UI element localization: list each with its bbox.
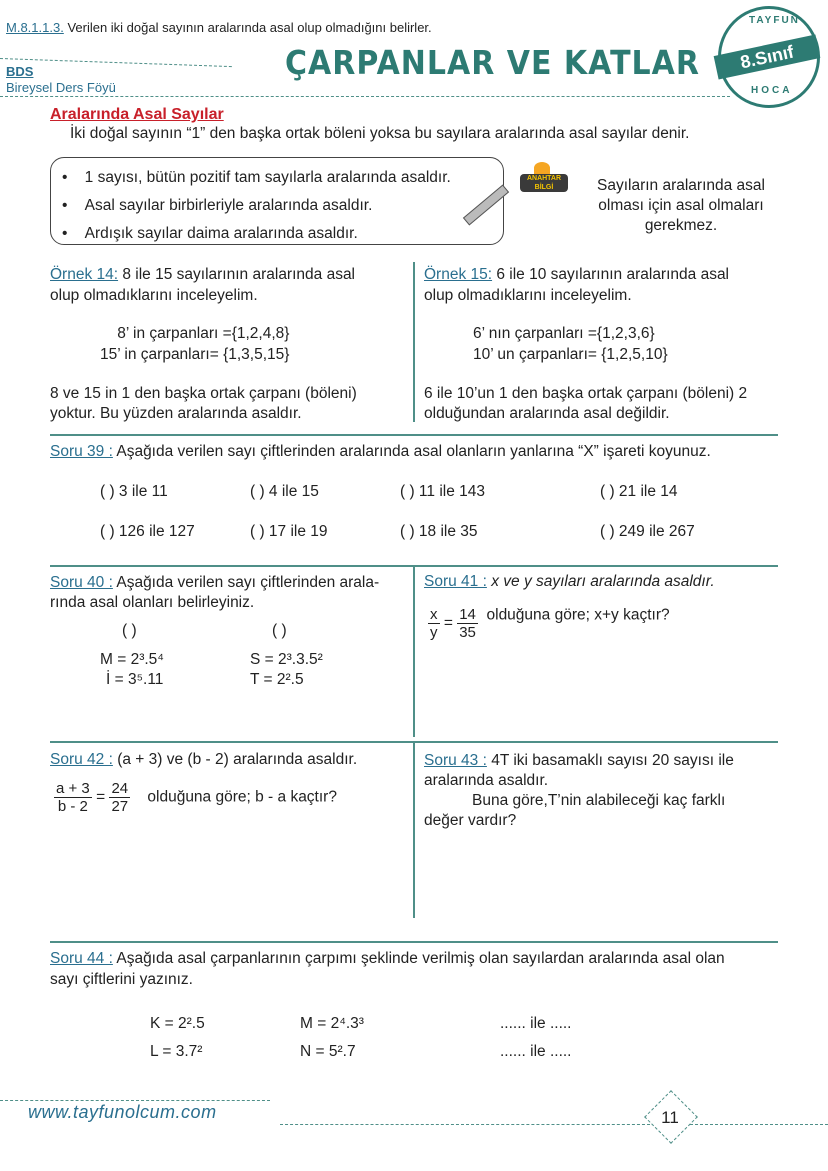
question-42: Soru 42 : (a + 3) ve (b - 2) aralarında asaldır.	[50, 751, 358, 768]
question-43: Soru 43 : 4T iki basamaklı sayısı 20 sayısı ile aralarında asaldır. Buna göre,T’nin alabileceği kaç farklı değer vardır?	[424, 752, 734, 829]
bullet-item: • Ardışık sayılar daima aralarında asaldır.	[62, 225, 358, 242]
divider	[413, 743, 415, 918]
example-15-conclusion: 6 ile 10’un 1 den başka ortak çarpanı (böleni) 2 olduğundan aralarında asal değildir.	[424, 385, 748, 422]
number-m-n: M = 2⁴.3³ N = 5².7	[300, 1015, 364, 1060]
divider	[50, 941, 778, 943]
answer-item[interactable]: ( ) 249 ile 267	[600, 523, 695, 540]
badge-grade: 8.Sınıf	[714, 34, 821, 79]
answer-blanks[interactable]: ...... ile ..... ...... ile .....	[500, 1015, 572, 1060]
question-39: Soru 39 : Aşağıda verilen sayı çiftlerinden aralarında asal olanların yanlarına “X” işareti koyunuz.	[50, 443, 711, 460]
bullet-list	[62, 164, 451, 248]
objective-code: M.8.1.1.3.	[6, 20, 64, 35]
example-15: Örnek 15: 6 ile 10 sayılarının aralarında asal olup olmadıklarını inceleyelim.	[424, 266, 730, 304]
page-number: 11	[661, 1108, 679, 1127]
answer-item[interactable]: ( ) 18 ile 35	[400, 523, 478, 540]
divider	[690, 1124, 828, 1125]
example-14-conclusion: 8 ve 15 in 1 den başka ortak çarpanı (böleni) yoktur. Bu yüzden aralarında asaldır.	[50, 385, 357, 422]
divider	[0, 1100, 270, 1101]
answer-item[interactable]: ( ) 4 ile 15	[250, 483, 319, 500]
number-k-l: K = 2².5 L = 3.7²	[150, 1015, 205, 1060]
bds-label: BDS	[6, 64, 34, 79]
bullet-item: • Asal sayılar birbirleriyle aralarında asaldır.	[62, 197, 373, 214]
divider	[0, 96, 730, 97]
question-41-equation: $\frac{x}{y}$ = $\frac{14}{35}$ olduğuna göre; x+y kaçtır?	[430, 606, 670, 641]
divider	[280, 1124, 650, 1125]
divider	[0, 58, 232, 67]
answer-item[interactable]: ( ) 3 ile 11	[100, 483, 168, 500]
badge-bottom: HOCA	[751, 85, 793, 96]
divider	[413, 567, 415, 737]
objective	[6, 20, 432, 35]
bullet-item: • 1 sayısı, bütün pozitif tam sayılarla aralarında asaldır.	[62, 169, 451, 186]
badge-top: TAYFUN	[749, 15, 800, 26]
key-info-icon: ANAHTAR BİLGİ	[516, 162, 572, 206]
question-42-equation: $\frac{a + 3}{b - 2}$ = $\frac{24}{27}$ olduğuna göre; b - a kaçtır?	[56, 780, 337, 815]
page-title: ÇARPANLAR VE KATLAR	[285, 44, 700, 83]
definition: İki doğal sayının “1” den başka ortak böleni yoksa bu sayılara aralarında asal sayılar denir.	[70, 125, 690, 142]
subtitle: Bireysel Ders Föyü	[6, 80, 116, 95]
divider	[50, 434, 778, 436]
answer-item[interactable]: ( ) 11 ile 143	[400, 483, 486, 500]
question-40: Soru 40 : Aşağıda verilen sayı çiftlerinden arala- rında asal olanları belirleyiniz.	[50, 574, 380, 611]
pair-1: M = 2³.5⁴ İ = 3⁵.11	[100, 651, 164, 688]
section-heading: Aralarında Asal Sayılar	[50, 106, 224, 123]
answer-box[interactable]: ( )	[122, 622, 137, 639]
example-14: Örnek 14: 8 ile 15 sayılarının aralarında asal olup olmadıklarını inceleyelim.	[50, 266, 356, 304]
key-tip-text: Sayıların aralarında asal olması için asal olmaları gerekmez.	[596, 177, 765, 234]
question-41: Soru 41 : x ve y sayıları aralarında asaldır.	[424, 573, 715, 590]
grade-badge-logo	[718, 6, 820, 108]
example-15-factors: 6’ nın çarpanları ={1,2,3,6} 10’ un çarpanları= {1,2,5,10}	[473, 325, 668, 363]
website-link[interactable]: www.tayfunolcum.com	[28, 1102, 217, 1122]
answer-item[interactable]: ( ) 21 ile 14	[600, 483, 678, 500]
answer-box[interactable]: ( )	[272, 622, 287, 639]
answer-item[interactable]: ( ) 17 ile 19	[250, 523, 328, 540]
answer-item[interactable]: ( ) 126 ile 127	[100, 523, 195, 540]
example-14-factors: 8’ in çarpanları ={1,2,4,8} 15’ in çarpanları= {1,3,5,15}	[100, 325, 290, 363]
question-44: Soru 44 : Aşağıda asal çarpanlarının çarpımı şeklinde verilmiş olan sayılardan aralarında asal olan sayı çiftlerini yazınız.	[50, 950, 725, 988]
pair-2: S = 2³.3.5² T = 2².5	[250, 651, 323, 688]
objective-text: Verilen iki doğal sayının aralarında asal olup olmadığını belirler.	[67, 20, 432, 35]
divider	[413, 262, 415, 422]
